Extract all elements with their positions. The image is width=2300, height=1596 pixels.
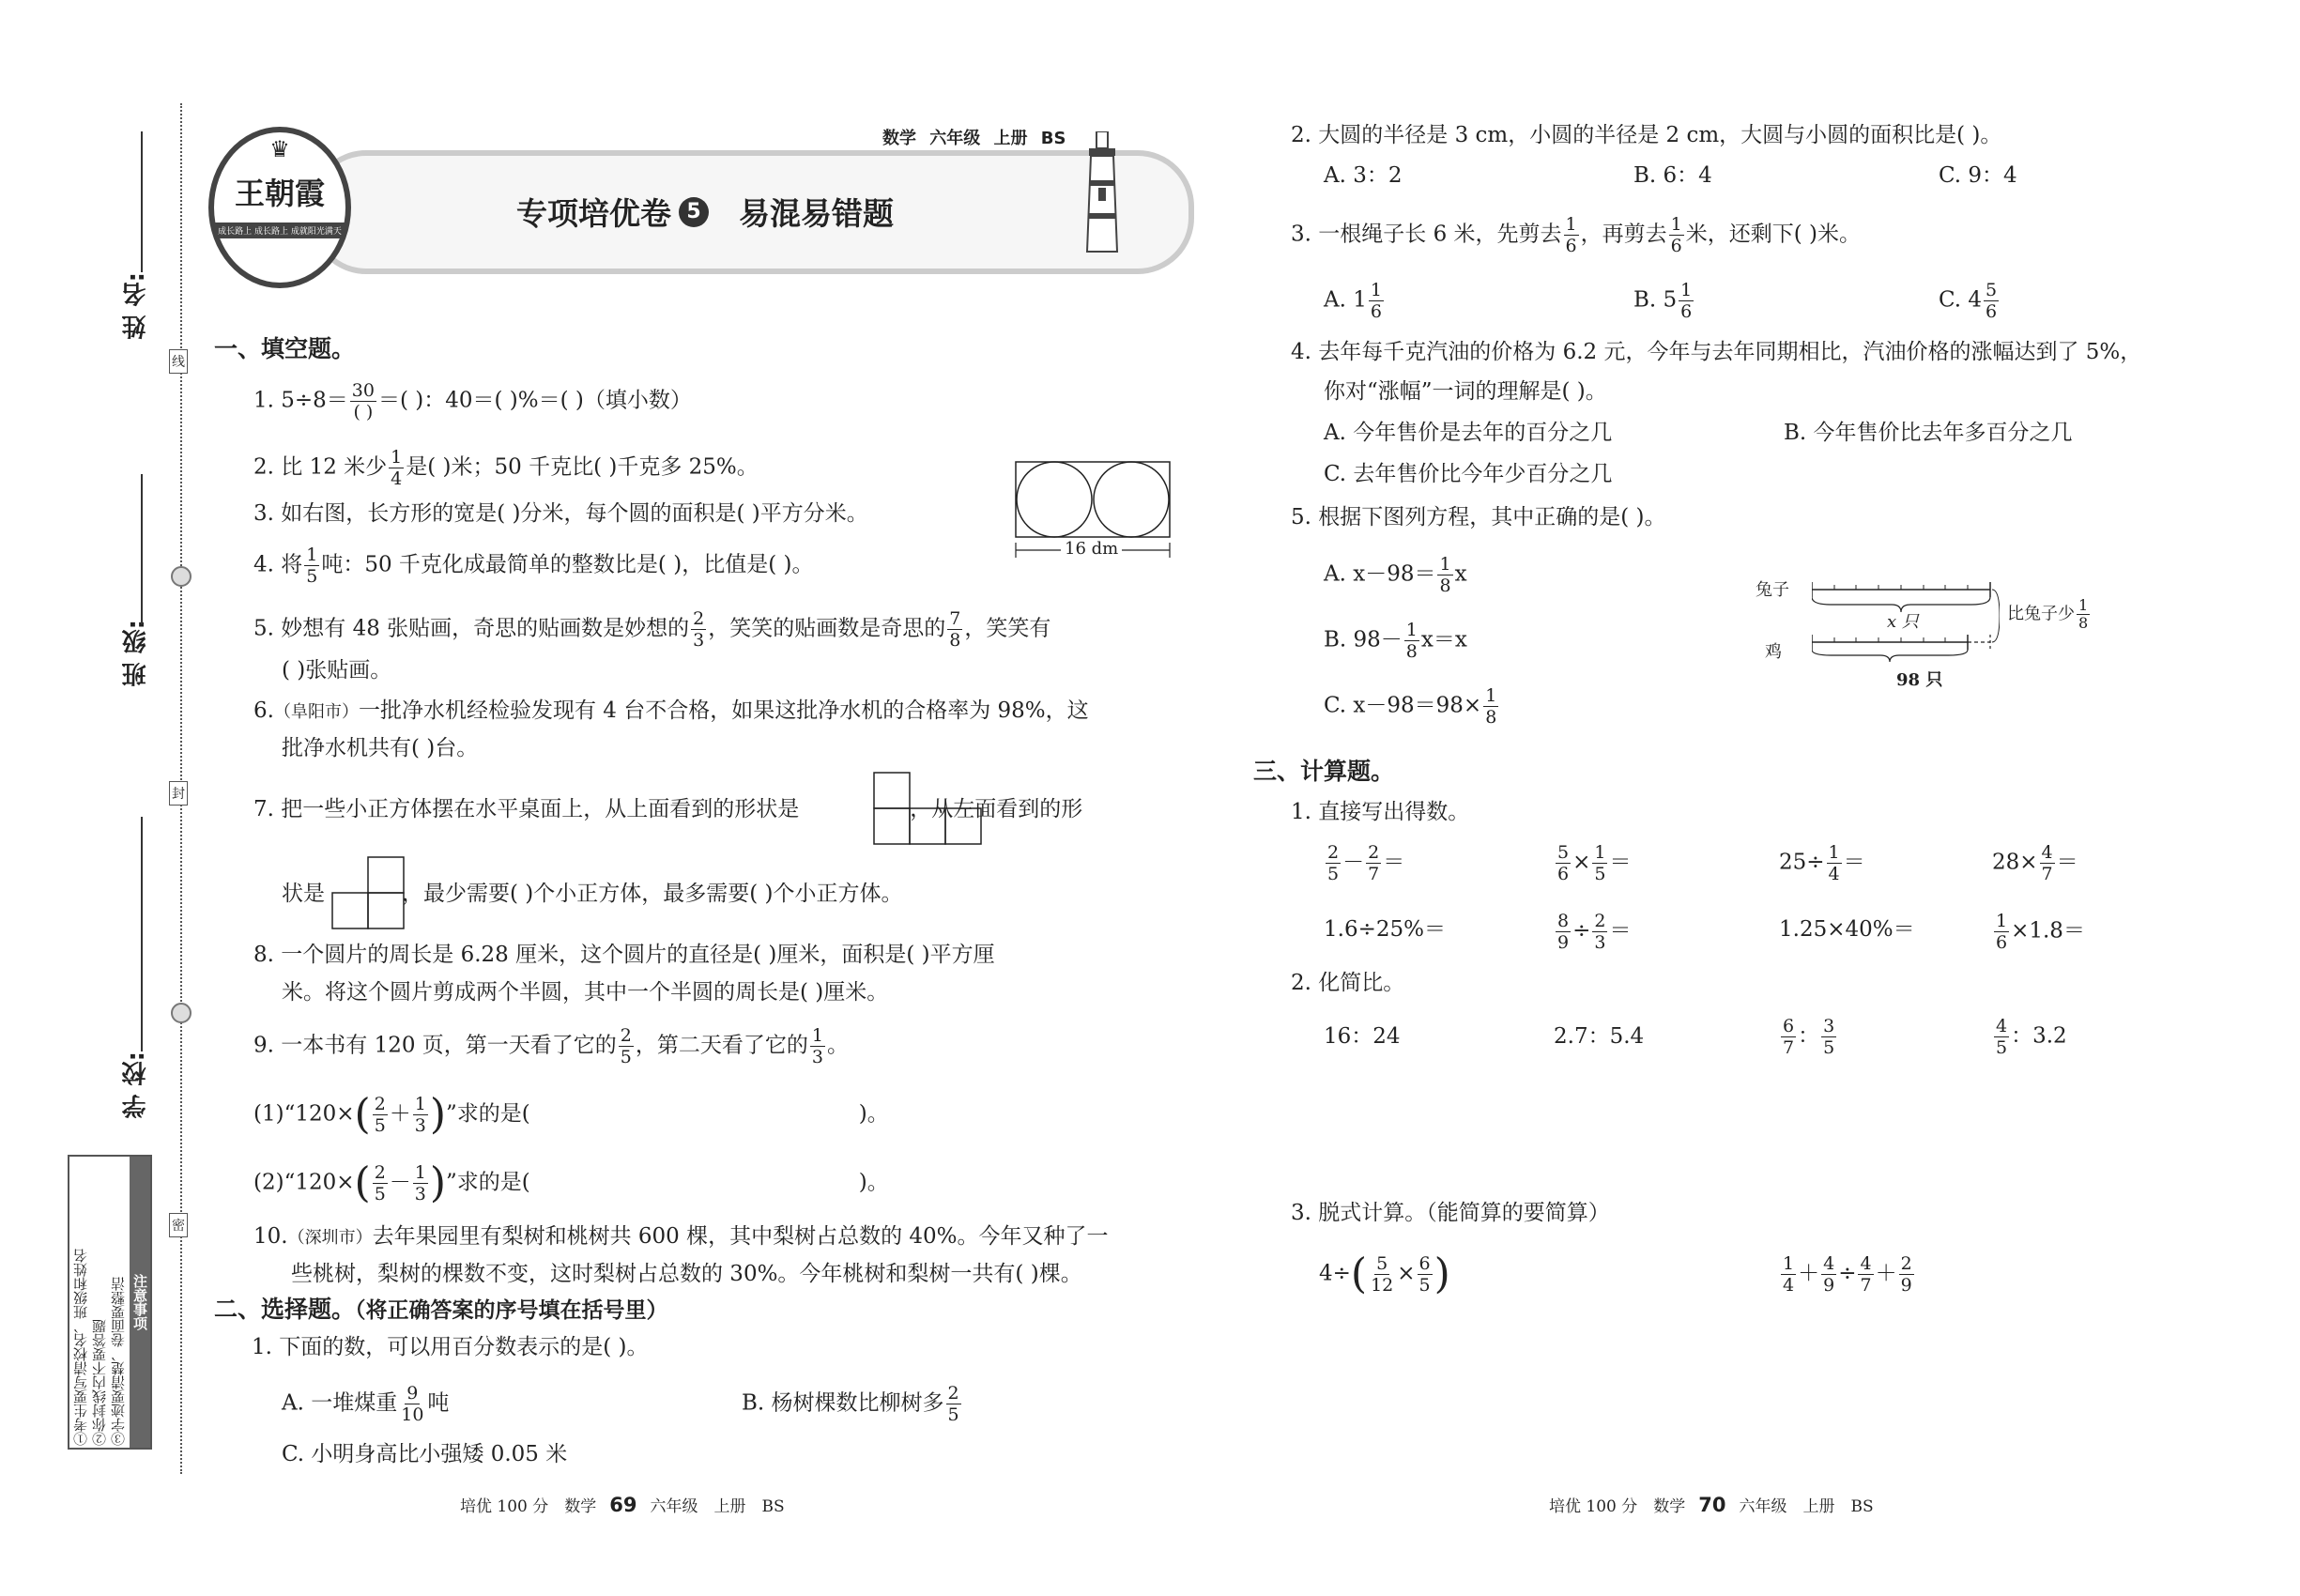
- footer-left-text2: 六年级 上册 BS: [650, 1497, 785, 1516]
- bottom-label: 98 只: [1896, 670, 1943, 690]
- s2-q4-optA: A. 今年售价是去年的百分之几: [1324, 421, 1613, 445]
- s2-q1: 1. 下面的数，可以用百分数表示的是( )。: [252, 1335, 649, 1359]
- notice-title: 注意事项: [130, 1157, 150, 1448]
- s2-q5: 5. 根据下图列方程，其中正确的是( )。: [1291, 505, 1666, 529]
- page-title: [516, 190, 894, 234]
- binding-hole-2: [171, 1003, 192, 1023]
- s1-q9-part2: (2)“120×( $\frac{2}{5}$ － $\frac{1}{3}$ )”求的是( )。: [253, 1159, 889, 1207]
- s2-q1-optB: B. 杨树棵数比柳树多 $\frac{2}{5}$: [742, 1383, 959, 1425]
- calc-r2c2: $\frac{8}{9}$ ÷ $\frac{2}{3}$ ＝: [1557, 911, 1632, 953]
- s1-q10-cont: 些桃树，梨树的棵数不变，这时梨树占总数的 30%。今年桃树和梨树一共有( )棵。: [291, 1262, 1082, 1286]
- s2-q3-optC: C. 4 $\frac{5}{6}$: [1939, 280, 1998, 322]
- calc-r1c1: $\frac{2}{5}$ － $\frac{2}{7}$ ＝: [1327, 842, 1405, 884]
- logo-slogan: 成长路上 成长路上 成就阳光满天: [214, 223, 345, 238]
- page-number-right: 70: [1698, 1493, 1726, 1516]
- footer-left: [460, 1493, 785, 1516]
- name-field[interactable]: [141, 131, 143, 272]
- s2-q2-optB: B. 6：4: [1633, 163, 1712, 188]
- s2-q2-optC: C. 9：4: [1939, 163, 2017, 188]
- figure-width-label: 16 dm: [1061, 539, 1122, 559]
- notice-item-2: ②你封线内不要答题: [91, 1319, 108, 1446]
- section2-heading: 二、选择题。（将正确答案的序号填在括号里）: [214, 1296, 668, 1323]
- title-main: 易混易错题: [739, 195, 894, 232]
- seal-char-2: 封: [169, 781, 188, 806]
- footer-right-text2: 六年级 上册 BS: [1739, 1497, 1874, 1516]
- footer-right: [1549, 1493, 1874, 1516]
- calc-r1c3: 25÷ $\frac{1}{4}$ ＝: [1779, 842, 1865, 884]
- seal-char-1: 线: [169, 349, 188, 374]
- footer-left-text: 培优 100 分 数学: [460, 1497, 597, 1516]
- calc-r2c4: $\frac{1}{6}$ ×1.8＝: [1996, 911, 2085, 953]
- x-label: x 只: [1887, 612, 1919, 632]
- less-label: 比兔子少 $\frac{1}{8}$: [2007, 596, 2089, 632]
- s2-q5-optB: B. 98－ $\frac{1}{8}$ x＝x: [1324, 620, 1467, 662]
- ratio-1: 16：24: [1324, 1024, 1401, 1049]
- s1-q9-part1: (1)“120×( $\frac{2}{5}$ ＋ $\frac{1}{3}$ )”求的是( )。: [253, 1090, 889, 1139]
- s1-q8-cont: 米。将这个圆片剪成两个半圆，其中一个半圆的周长是( )厘米。: [282, 980, 889, 1005]
- seal-char-3: 密: [169, 1213, 188, 1237]
- ratio-4: $\frac{4}{5}$ ：3.2: [1996, 1016, 2067, 1058]
- top-view-shape: [873, 772, 986, 852]
- page-number-left: 69: [609, 1493, 637, 1516]
- section3-heading: 三、计算题。: [1253, 758, 1395, 785]
- name-label: 姓 名:: [122, 272, 150, 340]
- s2-q2-optA: A. 3：2: [1324, 163, 1403, 188]
- notice-item-1: ①考生要写清校名、班级和姓名: [72, 1249, 89, 1446]
- section1-heading: 一、填空题。: [214, 335, 356, 362]
- s1-q6-cont: 批净水机共有( )台。: [282, 736, 479, 760]
- s1-q7-cont: 状是 ，最少需要( )个小正方体，最多需要( )个小正方体。: [282, 882, 903, 906]
- circles-rectangle-figure: [1014, 460, 1173, 563]
- s2-q3-optA: A. 1 $\frac{1}{6}$: [1324, 280, 1382, 322]
- s1-q5: 5. 妙想有 48 张贴画，奇思的贴画数是妙想的 $\frac{2}{3}$ ，笑笑的贴画数是奇思的 $\frac{7}{8}$ ，笑笑有: [253, 608, 1051, 651]
- title-number-badge: 5: [679, 197, 709, 227]
- s1-q7: 7. 把一些小正方体摆在水平桌面上，从上面看到的形状是 ，从左面看到的形: [253, 797, 1083, 821]
- calc-r1c2: $\frac{5}{6}$ × $\frac{1}{5}$ ＝: [1557, 842, 1632, 884]
- ratio-3: $\frac{6}{7}$ ： $\frac{3}{5}$: [1783, 1016, 1835, 1058]
- title-prefix: 专项培优卷: [516, 195, 671, 232]
- notice-item-3: ③字迹要清楚、卷面要整洁: [110, 1277, 127, 1446]
- s1-q3: 3. 如右图，长方形的宽是( )分米，每个圆的面积是( )平方分米。: [253, 501, 868, 526]
- calc-r2c1: 1.6÷25%＝: [1324, 917, 1446, 942]
- s2-q1-optC: C. 小明身高比小强矮 0.05 米: [282, 1442, 568, 1466]
- lighthouse-icon: [1081, 131, 1123, 253]
- s1-q9: 9. 一本书有 120 页，第一天看了它的 $\frac{2}{5}$ ，第二天看了它的 $\frac{1}{3}$ 。: [253, 1025, 849, 1067]
- s2-q2: 2. 大圆的半径是 3 cm，小圆的半径是 2 cm，大圆与小圆的面积比是( )。: [1291, 123, 2002, 147]
- step-calc-1: 4÷( $\frac{5}{12}$ × $\frac{6}{5}$ ): [1319, 1250, 1450, 1298]
- footer-right-text: 培优 100 分 数学: [1549, 1497, 1686, 1516]
- s3-q3: 3. 脱式计算。（能简算的要简算）: [1291, 1201, 1610, 1225]
- class-field[interactable]: [141, 474, 143, 624]
- rabbit-label: 兔子: [1756, 580, 1789, 600]
- chicken-label: 鸡: [1765, 642, 1782, 662]
- s1-q1: 1. 5÷8＝ $\frac{30}{( )}$ ＝( )：40＝( )%＝( )（填小数）: [253, 380, 692, 422]
- ratio-2: 2.7：5.4: [1554, 1024, 1645, 1049]
- s1-q2: 2. 比 12 米少 $\frac{1}{4}$ 是( )米；50 千克比( )千克多 25%。: [253, 447, 759, 489]
- s2-q4-cont: 你对“涨幅”一词的理解是( )。: [1324, 379, 1607, 404]
- s2-q5-optC: C. x－98＝98× $\frac{1}{8}$: [1324, 685, 1497, 728]
- left-view-shape: [330, 856, 407, 937]
- s1-q8: 8. 一个圆片的周长是 6.28 厘米，这个圆片的直径是( )厘米，面积是( )平方厘: [253, 943, 995, 967]
- header-meta: 数学 六年级 上册 BS: [882, 129, 1066, 148]
- crown-icon: ♛: [269, 136, 290, 162]
- notice-box: [68, 1155, 152, 1450]
- s1-q5-cont: ( )张贴画。: [282, 658, 392, 683]
- s2-q3-optB: B. 5 $\frac{1}{6}$: [1633, 280, 1693, 322]
- logo-text: 王朝霞: [234, 176, 325, 211]
- s1-q6: 6.（阜阳市）一批净水机经检验发现有 4 台不合格，如果这批净水机的合格率为 98%，这: [253, 698, 1089, 723]
- s2-q1-optA: A. 一堆煤重 $\frac{9}{10}$ 吨: [282, 1383, 450, 1425]
- logo-badge: [208, 127, 351, 288]
- class-label: 班 级:: [122, 620, 150, 687]
- s2-q5-optA: A. x－98＝ $\frac{1}{8}$ x: [1324, 554, 1467, 596]
- step-calc-2: $\frac{1}{4}$ ＋ $\frac{4}{9}$ ÷ $\frac{4}{7}$ ＋ $\frac{2}{9}$: [1783, 1253, 1912, 1296]
- s2-q4: 4. 去年每千克汽油的价格为 6.2 元，今年与去年同期相比，汽油价格的涨幅达到了 5%，: [1291, 340, 2142, 364]
- s3-q2: 2. 化简比。: [1291, 971, 1405, 995]
- school-field[interactable]: [141, 817, 143, 1051]
- s1-q10: 10.（深圳市）去年果园里有梨树和桃树共 600 棵，其中梨树占总数的 40%。今年又种了一: [253, 1224, 1109, 1249]
- segment-diagram: [1756, 573, 2150, 695]
- calc-r2c3: 1.25×40%＝: [1779, 917, 1915, 942]
- s1-q4: 4. 将 $\frac{1}{5}$ 吨：50 千克化成最简单的整数比是( )，比值是( )。: [253, 545, 814, 587]
- s2-q4-optC: C. 去年售价比今年少百分之几: [1324, 462, 1613, 486]
- binding-hole-1: [171, 566, 192, 587]
- school-label: 学 校:: [122, 1051, 150, 1119]
- s2-q4-optB: B. 今年售价比去年多百分之几: [1784, 421, 2073, 445]
- calc-r1c4: 28× $\frac{4}{7}$ ＝: [1992, 842, 2078, 884]
- s2-q3: 3. 一根绳子长 6 米，先剪去 $\frac{1}{6}$ ，再剪去 $\frac{1}{6}$ 米，还剩下( )米。: [1291, 214, 1861, 256]
- s3-q1: 1. 直接写出得数。: [1291, 800, 1470, 824]
